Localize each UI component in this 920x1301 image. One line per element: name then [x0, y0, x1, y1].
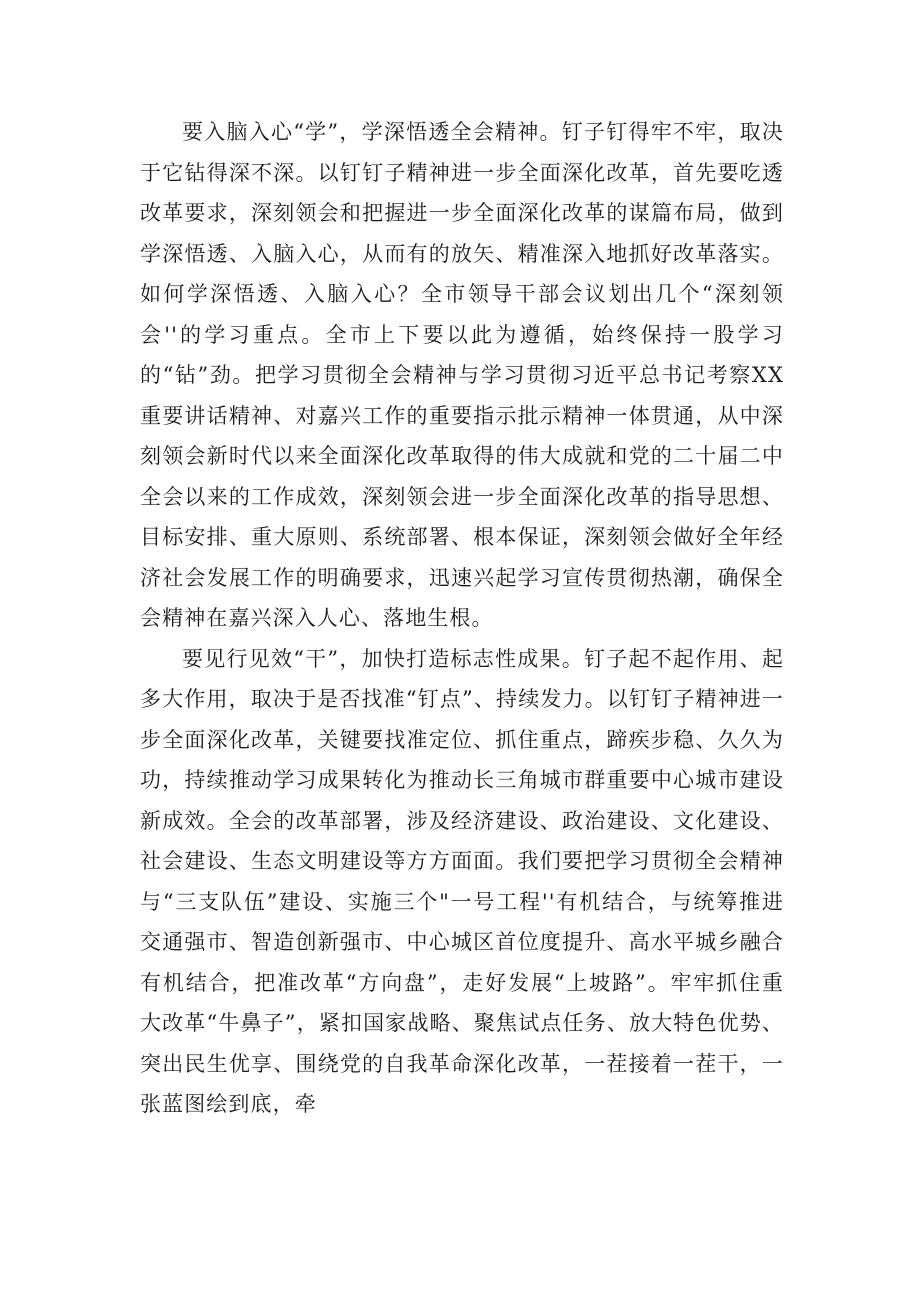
paragraph-study: 要入脑入心“学”，学深悟透全会精神。钉子钉得牢不牢，取决于它钻得深不深。以钉钉子精神进一步全面深化改革，首先要吃透改革要求，深刻领会和把握进一步全面深化改革的谋篇布局，做到学深悟透、入脑入心，从而有的放矢、精准深入地抓好改革落实。如何学深悟透、入脑入心？全市领导干部会议划出几个“深刻领会''的学习重点。全市上下要以此为遵循，始终保持一股学习的“钻”劲。把学习贯彻全会精神与学习贯彻习近平总书记考察XX重要讲话精神、对嘉兴工作的重要指示批示精神一体贯通，从中深刻领会新时代以来全面深化改革取得的伟大成就和党的二十届二中全会以来的工作成效，深刻领会进一步全面深化改革的指导思想、目标安排、重大原则、系统部署、根本保证，深刻领会做好全年经济社会发展工作的明确要求，迅速兴起学习宣传贯彻热潮，确保全会精神在嘉兴深入人心、落地生根。: [140, 120, 784, 630]
body-text: [140, 112, 784, 1125]
paragraph-action: 要见行见效“干”，加快打造标志性成果。钉子起不起作用、起多大作用，取决于是否找准“钉点”、持续发力。以钉钉子精神进一步全面深化改革，关键要找准定位、抓住重点，蹄疾步稳、久久为功，持续推动学习成果转化为推动长三角城市群重要中心城市建设新成效。全会的改革部署，涉及经济建设、政治建设、文化建设、社会建设、生态文明建设等方方面面。我们要把学习贯彻全会精神与“三支队伍”建设、实施三个"一号工程''有机结合，与统筹推进交通强市、智造创新强市、中心城区首位度提升、高水平城乡融合有机结合，把准改革“方向盘”，走好发展“上坡路”。牢牢抓住重大改革“牛鼻子”，紧扣国家战略、聚焦试点任务、放大特色优势、突出民生优享、围绕党的自我革命深化改革，一茬接着一茬干，一张蓝图绘到底，牵: [140, 646, 784, 1116]
